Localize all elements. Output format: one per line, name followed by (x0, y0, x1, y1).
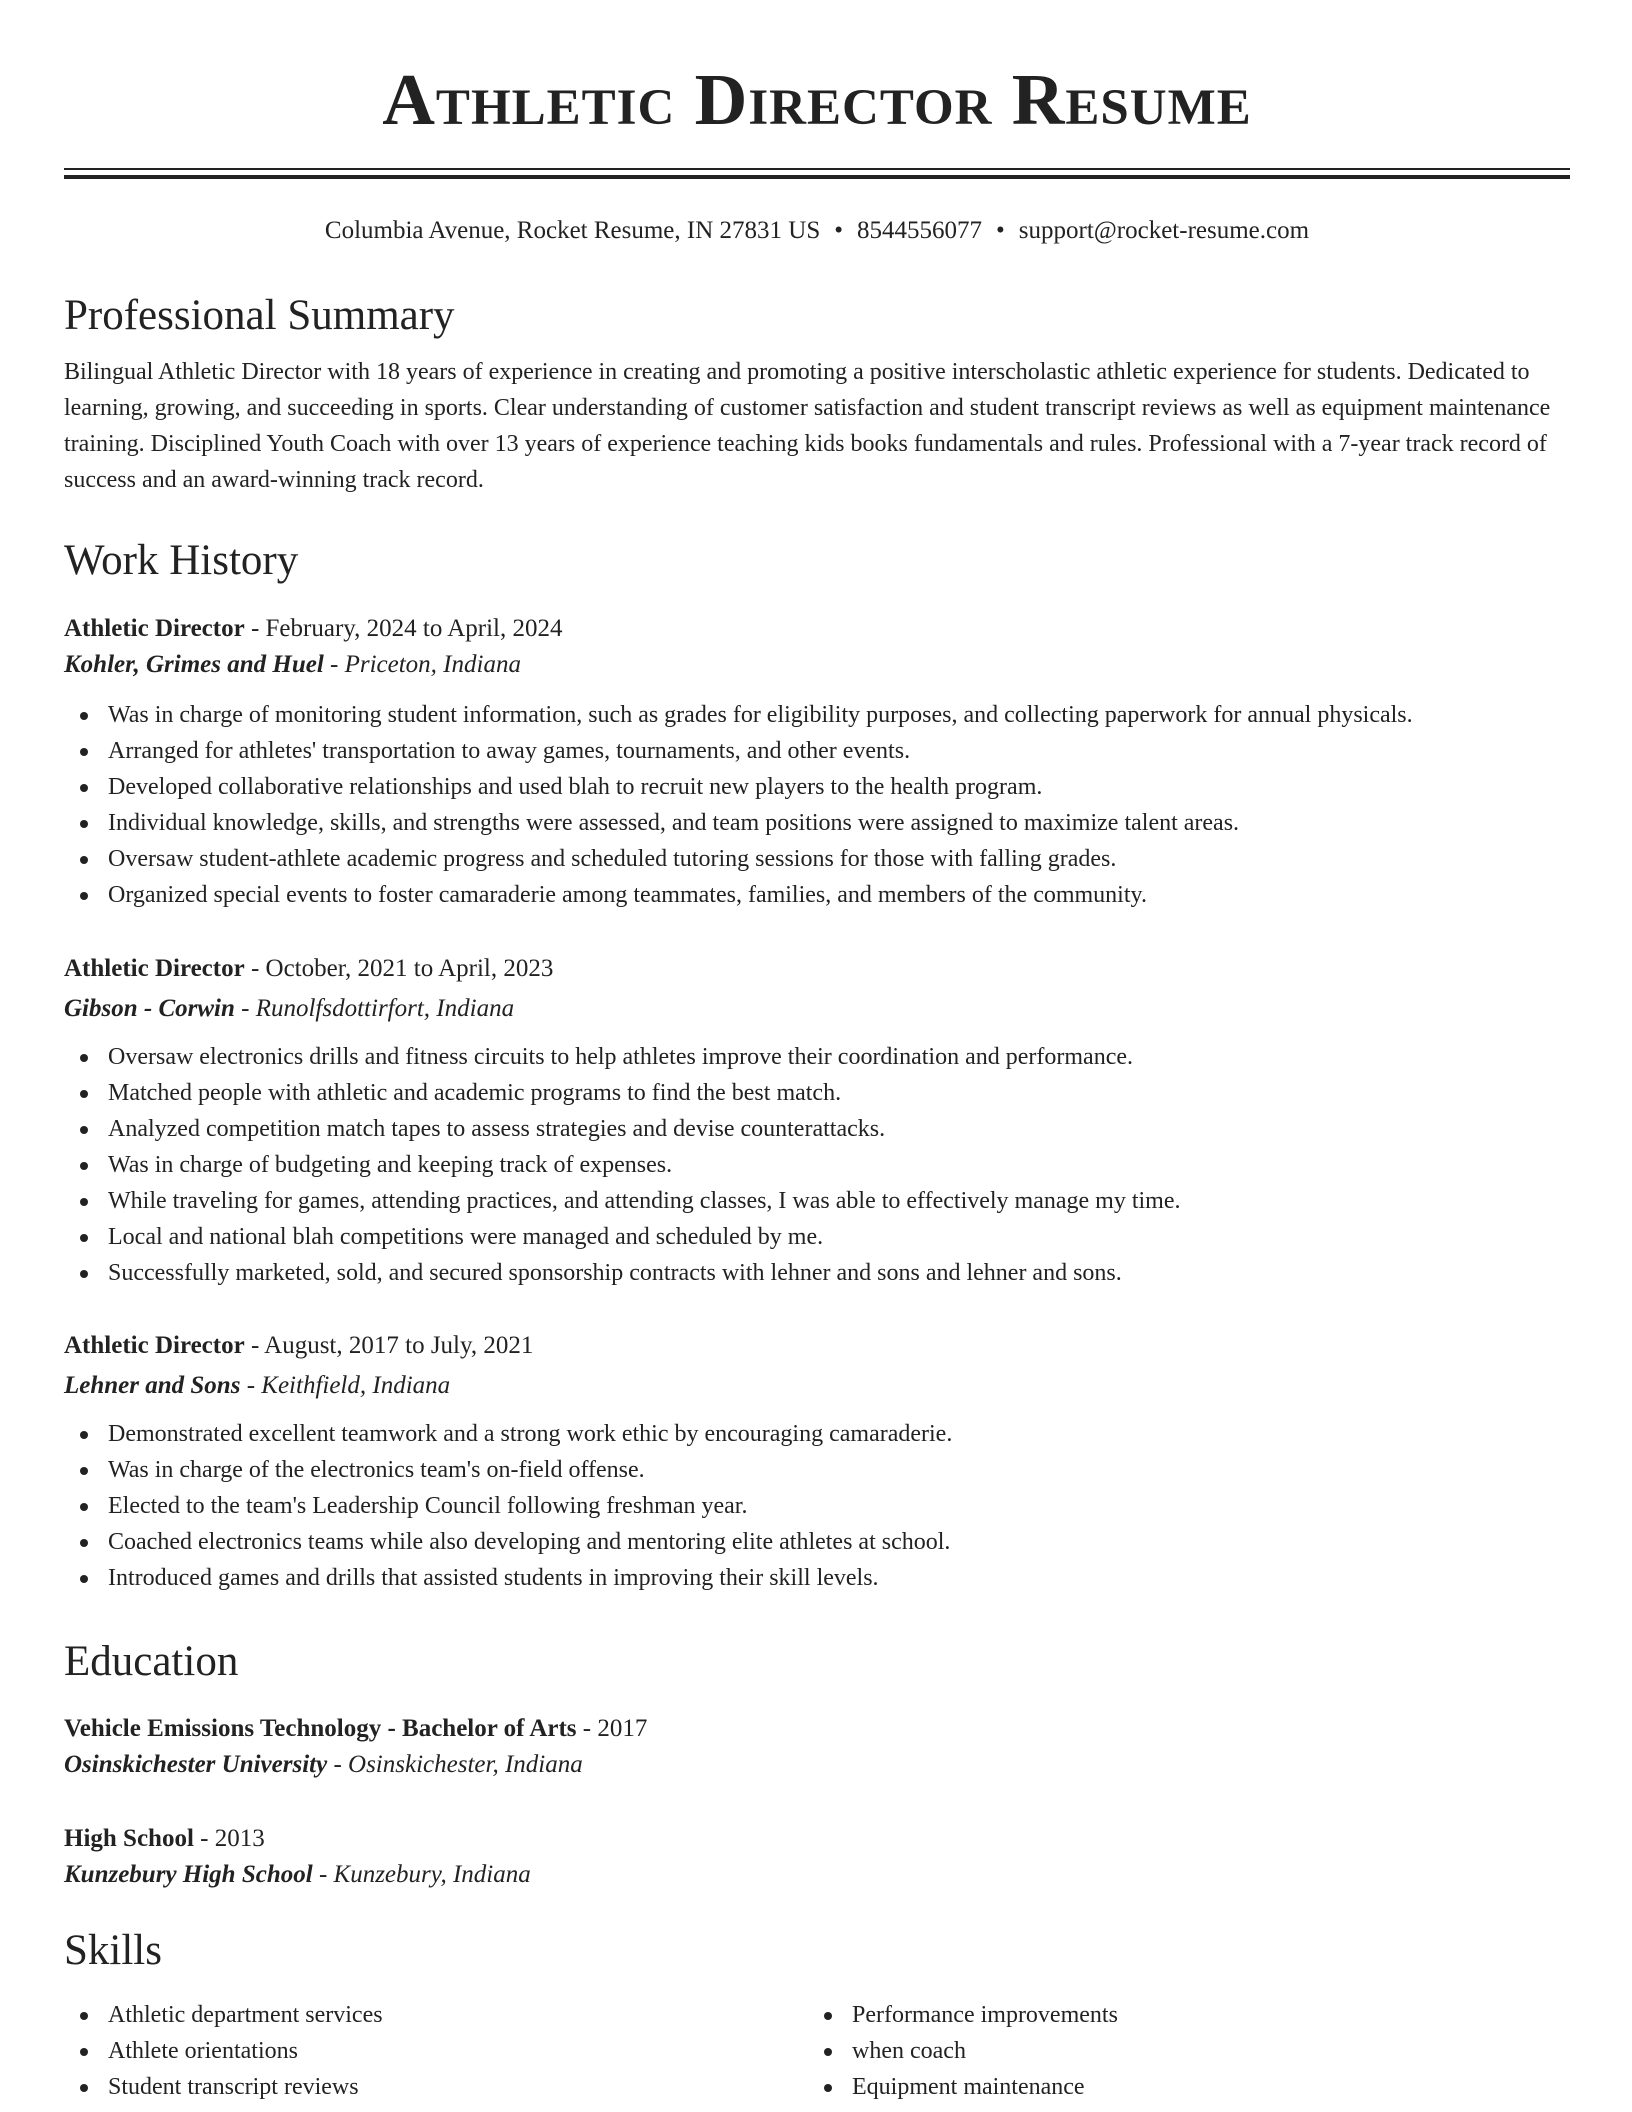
education-year: - 2013 (193, 1825, 265, 1852)
list-item: Oversaw electronics drills and fitness circuits to help athletes improve their coordination and performance. (64, 1039, 1570, 1075)
skills-columns (64, 1997, 1570, 2105)
skills-heading: Skills (64, 1927, 162, 1974)
list-item: Arranged for athletes' transportation to away games, tournaments, and other events. (64, 733, 1570, 769)
education-header (64, 1711, 1570, 1747)
list-item: Student transcript reviews (64, 2069, 808, 2105)
list-item: Local and national blah competitions were managed and scheduled by me. (64, 1219, 1570, 1255)
list-item: Analyzed competition match tapes to assess strategies and devise counterattacks. (64, 1111, 1570, 1147)
education-degree: High School (64, 1825, 194, 1852)
education-degree: Vehicle Emissions Technology - Bachelor of Arts (64, 1715, 577, 1742)
resume-title: Athletic Director Resume (382, 59, 1252, 140)
job-duties-list (64, 697, 1570, 913)
job-entry (64, 611, 1570, 913)
education-heading: Education (64, 1638, 239, 1685)
job-duties-list (64, 1039, 1570, 1291)
list-item: Coached electronics teams while also developing and mentoring elite athletes at school. (64, 1524, 1570, 1560)
contact-address: Columbia Avenue, Rocket Resume, IN 27831 US (324, 217, 821, 244)
job-employer-line (64, 647, 1570, 683)
education-header (64, 1821, 1570, 1857)
education-section (64, 1636, 1570, 1688)
education-school-line (64, 1747, 1570, 1783)
job-location: - Priceton, Indiana (323, 651, 521, 678)
job-duties-list (64, 1416, 1570, 1596)
list-item: Equipment maintenance (808, 2069, 1552, 2105)
job-header (64, 951, 1570, 987)
education-entry (64, 1711, 1570, 1783)
list-item: Performance improvements (808, 1997, 1552, 2033)
contact-separator: • (996, 217, 1005, 244)
list-item: Matched people with athletic and academic programs to find the best match. (64, 1075, 1570, 1111)
job-dates: - August, 2017 to July, 2021 (244, 1332, 534, 1359)
job-dates: - October, 2021 to April, 2023 (244, 955, 554, 982)
list-item: Individual knowledge, skills, and strengths were assessed, and team positions were assigned to maximize talent areas. (64, 805, 1570, 841)
job-company: Lehner and Sons (64, 1372, 241, 1399)
list-item: Developed collaborative relationships and used blah to recruit new players to the health program. (64, 769, 1570, 805)
education-school: Osinskichester University (64, 1751, 328, 1778)
list-item: Introduced games and drills that assisted students in improving their skill levels. (64, 1560, 1570, 1596)
job-company: Gibson - Corwin (64, 995, 235, 1022)
education-location: - Osinskichester, Indiana (327, 1751, 583, 1778)
list-item: Demonstrated excellent teamwork and a strong work ethic by encouraging camaraderie. (64, 1416, 1570, 1452)
job-header (64, 1328, 1570, 1364)
work-history-heading: Work History (64, 537, 299, 584)
list-item: Athletic department services (64, 1997, 808, 2033)
list-item: Was in charge of budgeting and keeping track of expenses. (64, 1147, 1570, 1183)
skills-column-right (808, 1997, 1552, 2105)
skills-section (64, 1925, 1570, 1977)
job-employer-line (64, 1368, 1570, 1404)
job-location: - Runolfsdottirfort, Indiana (234, 995, 515, 1022)
skills-column-left (64, 1997, 808, 2105)
education-year: - 2017 (576, 1715, 648, 1742)
list-item: when coach (808, 2033, 1552, 2069)
contact-separator: • (834, 217, 843, 244)
job-header (64, 611, 1570, 647)
job-entry (64, 951, 1570, 1291)
contact-email[interactable]: support@rocket-resume.com (1018, 217, 1310, 244)
list-item: While traveling for games, attending practices, and attending classes, I was able to effectively manage my time. (64, 1183, 1570, 1219)
summary-section (64, 290, 1570, 498)
list-item: Organized special events to foster camaraderie among teammates, families, and members of the community. (64, 877, 1570, 913)
title-rule-thick (64, 175, 1570, 179)
title-rule-thin (64, 168, 1570, 170)
work-history-section (64, 535, 1570, 587)
summary-text: Bilingual Athletic Director with 18 years of experience in creating and promoting a positive interscholastic athletic experience for students. Dedicated to learning, growing, and succeeding in sports. Clear understanding of customer satisfaction and student transcript reviews as well as equipment maintenance training. Disciplined Youth Coach with over 13 years of experience teaching kids books fundamentals and rules. Professional with a 7-year track record of success and an award-winning track record. (64, 359, 1551, 493)
list-item: Oversaw student-athlete academic progress and scheduled tutoring sessions for those with falling grades. (64, 841, 1570, 877)
summary-heading: Professional Summary (64, 292, 455, 339)
job-employer-line (64, 991, 1570, 1027)
job-location: - Keithfield, Indiana (240, 1372, 451, 1399)
job-dates: - February, 2024 to April, 2024 (244, 615, 563, 642)
job-title: Athletic Director (64, 955, 245, 982)
list-item: Athlete orientations (64, 2033, 808, 2069)
list-item: Was in charge of monitoring student information, such as grades for eligibility purposes, and collecting paperwork for annual physicals. (64, 697, 1570, 733)
education-school: Kunzebury High School (64, 1861, 313, 1888)
list-item: Successfully marketed, sold, and secured sponsorship contracts with lehner and sons and lehner and sons. (64, 1255, 1570, 1291)
list-item: Was in charge of the electronics team's on-field offense. (64, 1452, 1570, 1488)
education-school-line (64, 1857, 1570, 1893)
job-company: Kohler, Grimes and Huel (64, 651, 324, 678)
education-location: - Kunzebury, Indiana (312, 1861, 531, 1888)
contact-phone: 8544556077 (857, 217, 982, 244)
skills-list (64, 1997, 1570, 2105)
job-entry (64, 1328, 1570, 1596)
job-title: Athletic Director (64, 1332, 245, 1359)
job-title: Athletic Director (64, 615, 245, 642)
education-entry (64, 1821, 1570, 1893)
list-item: Elected to the team's Leadership Council following freshman year. (64, 1488, 1570, 1524)
contact-line (64, 214, 1570, 248)
